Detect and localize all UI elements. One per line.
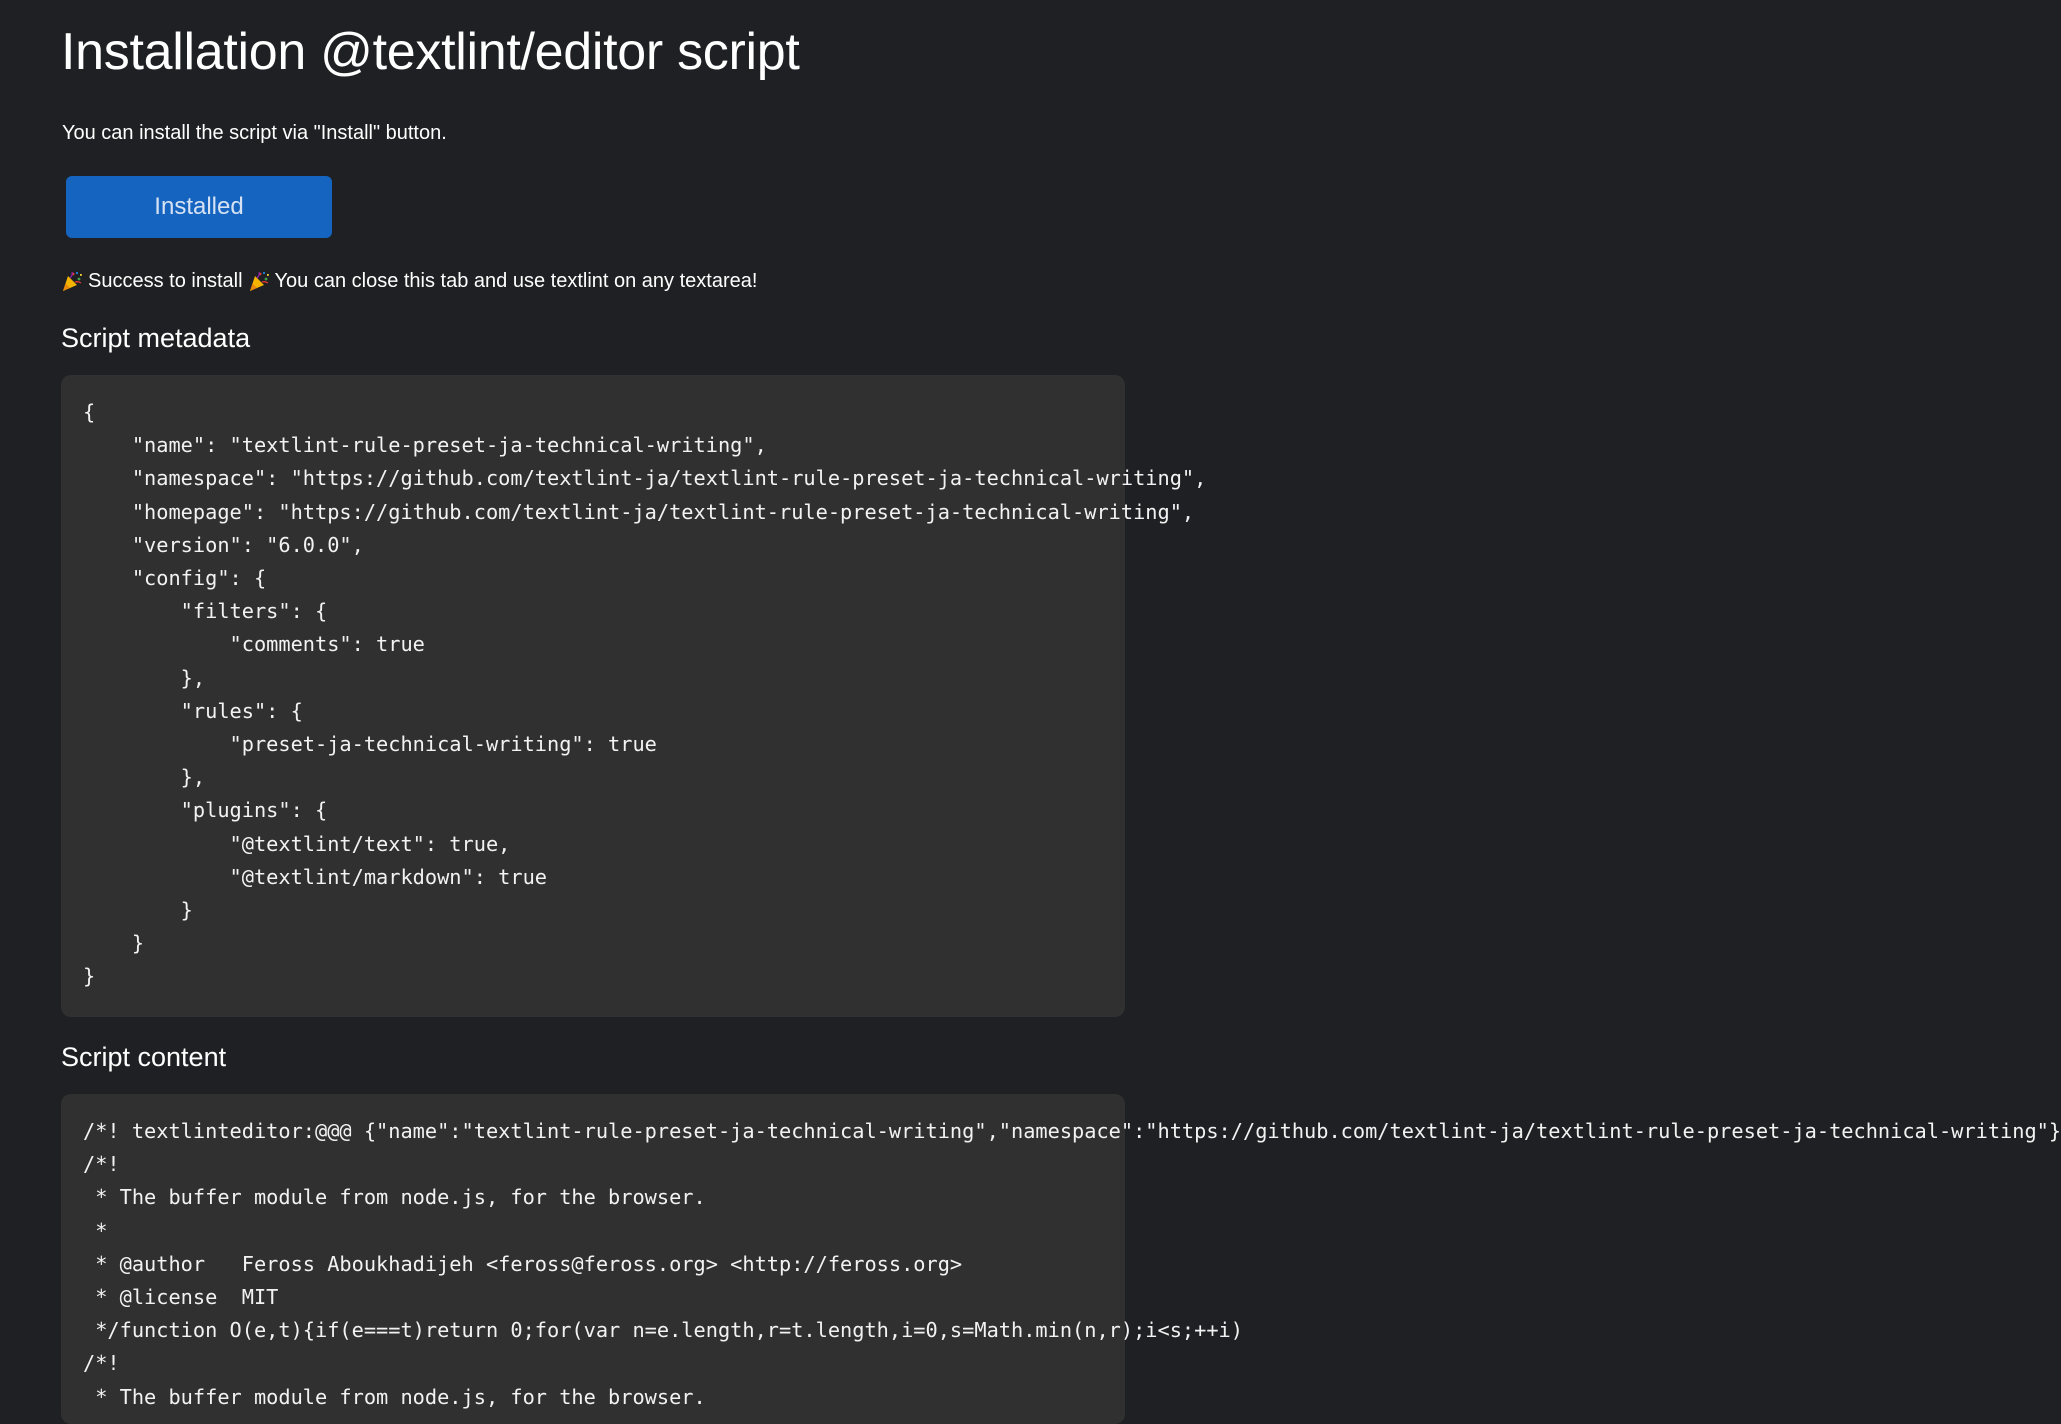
content-code: /*! textlinteditor:@@@ {"name":"textlint-rule-preset-ja-technical-writing","namespace":"https://github.com/textlint-ja/textlint-rule-preset-ja-technical-writing"} /*! * The buffer module from node.js, for the browser. * * @author Feross Aboukhadijeh <feross@feross.org> <http://feross.org> * @license MIT */function O(e,t){if(e===t)return 0;for(var n=e.length,r=t.length,i=0,s=Math.min(n,r);i<s;++i) /*! * The buffer module from node.js, for the browser.	[83, 1119, 2061, 1409]
metadata-heading: Script metadata	[61, 323, 251, 353]
metadata-code: { "name": "textlint-rule-preset-ja-technical-writing", "namespace": "https://github.com/textlint-ja/textlint-rule-preset-ja-technical-writing", "homepage": "https://github.com/textlint-ja/textlint-rule-preset-ja-technical-writing", "version": "6.0.0", "config": { "filters": { "comments": true }, "rules": { "preset-ja-technical-writing": true }, "plugins": { "@textlint/text": true, "@textlint/markdown": true } } }	[83, 400, 1207, 989]
party-popper-icon	[61, 270, 83, 292]
content-heading: Script content	[61, 1042, 227, 1072]
page-title: Installation @textlint/editor script	[61, 23, 800, 81]
success-text-part2: You can close this tab and use textlint on any textarea!	[274, 270, 758, 292]
success-message	[61, 268, 757, 294]
metadata-code-block[interactable]	[61, 375, 1207, 1017]
install-instructions: You can install the script via "Install" button.	[62, 122, 447, 144]
party-popper-icon	[248, 270, 270, 292]
install-button[interactable]: Installed	[66, 176, 332, 238]
content-code-block[interactable]	[61, 1094, 2061, 1424]
success-text-part1: Success to install	[88, 270, 243, 292]
